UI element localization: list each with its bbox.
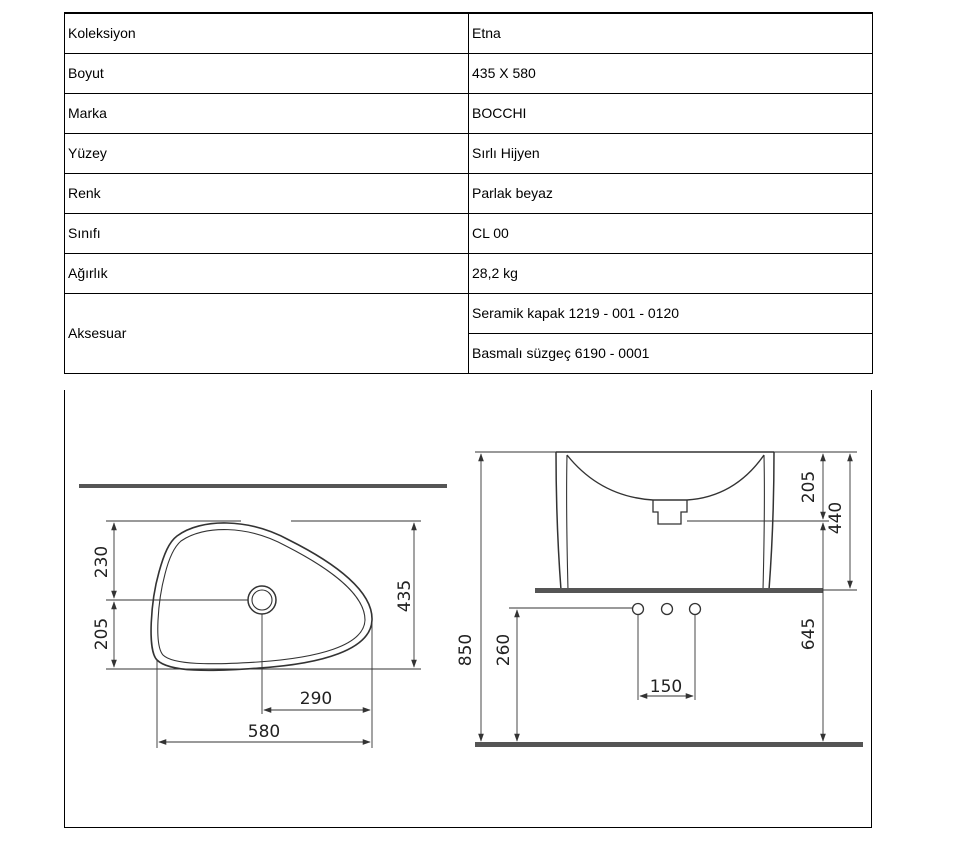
tap-hole-right — [690, 604, 701, 615]
basin-bowl-curve — [567, 455, 764, 500]
spec-value-accessory-cover: Seramik kapak 1219 - 001 - 0120 — [469, 293, 873, 333]
dim-top-205: 205 — [92, 617, 112, 651]
drain-hole-inner — [252, 590, 272, 610]
spec-label-size: Boyut — [65, 53, 469, 93]
table-row — [65, 253, 873, 293]
spec-label-surface: Yüzey — [65, 133, 469, 173]
technical-drawing-cell — [64, 390, 872, 828]
spec-value-collection: Etna — [469, 13, 873, 53]
dim-top-230: 230 — [92, 545, 112, 579]
table-row — [65, 173, 873, 213]
top-view-drawing — [79, 484, 447, 748]
extension-lines — [106, 521, 421, 748]
spec-table — [64, 12, 873, 374]
countertop-side — [535, 588, 823, 593]
top-view-dimensions — [92, 546, 415, 742]
spec-value-class: CL 00 — [469, 213, 873, 253]
spec-label-accessory: Aksesuar — [65, 293, 469, 373]
spec-value-brand: BOCCHI — [469, 93, 873, 133]
dim-side-645: 645 — [799, 617, 819, 651]
basin-left-wall-inner — [567, 455, 568, 590]
spec-value-surface: Sırlı Hijyen — [469, 133, 873, 173]
spec-value-color: Parlak beyaz — [469, 173, 873, 213]
table-row — [65, 293, 873, 333]
dim-top-290: 290 — [299, 689, 333, 709]
basin-outline-outer — [151, 523, 372, 670]
spec-label-weight: Ağırlık — [65, 253, 469, 293]
table-row — [65, 13, 873, 53]
spec-label-class: Sınıfı — [65, 213, 469, 253]
dim-top-580: 580 — [247, 722, 281, 742]
spec-value-accessory-drain: Basmalı süzgeç 6190 - 0001 — [469, 333, 873, 373]
dimension-lines-side — [481, 454, 850, 741]
dim-side-850: 850 — [456, 633, 476, 667]
drain-outlet — [653, 500, 687, 524]
basin-right-wall-inner — [763, 455, 764, 590]
product-spec-sheet — [64, 12, 872, 828]
dim-side-260: 260 — [494, 633, 514, 667]
spec-value-size: 435 X 580 — [469, 53, 873, 93]
basin-left-wall — [556, 452, 561, 590]
countertop-line — [79, 484, 447, 488]
tap-hole-left — [633, 604, 644, 615]
technical-drawing — [65, 390, 873, 828]
table-row — [65, 133, 873, 173]
side-view-dimensions — [456, 471, 846, 697]
table-row — [65, 93, 873, 133]
spec-label-brand: Marka — [65, 93, 469, 133]
dim-top-435: 435 — [395, 579, 415, 613]
dim-side-150: 150 — [649, 677, 683, 697]
floor-line — [475, 742, 863, 747]
tap-hole-center — [662, 604, 673, 615]
spec-label-collection: Koleksiyon — [65, 13, 469, 53]
spec-value-weight: 28,2 kg — [469, 253, 873, 293]
table-row — [65, 53, 873, 93]
basin-outline-inner — [158, 530, 365, 664]
dim-side-205: 205 — [799, 470, 819, 504]
table-row — [65, 213, 873, 253]
dim-side-440: 440 — [826, 501, 846, 535]
spec-label-color: Renk — [65, 173, 469, 213]
